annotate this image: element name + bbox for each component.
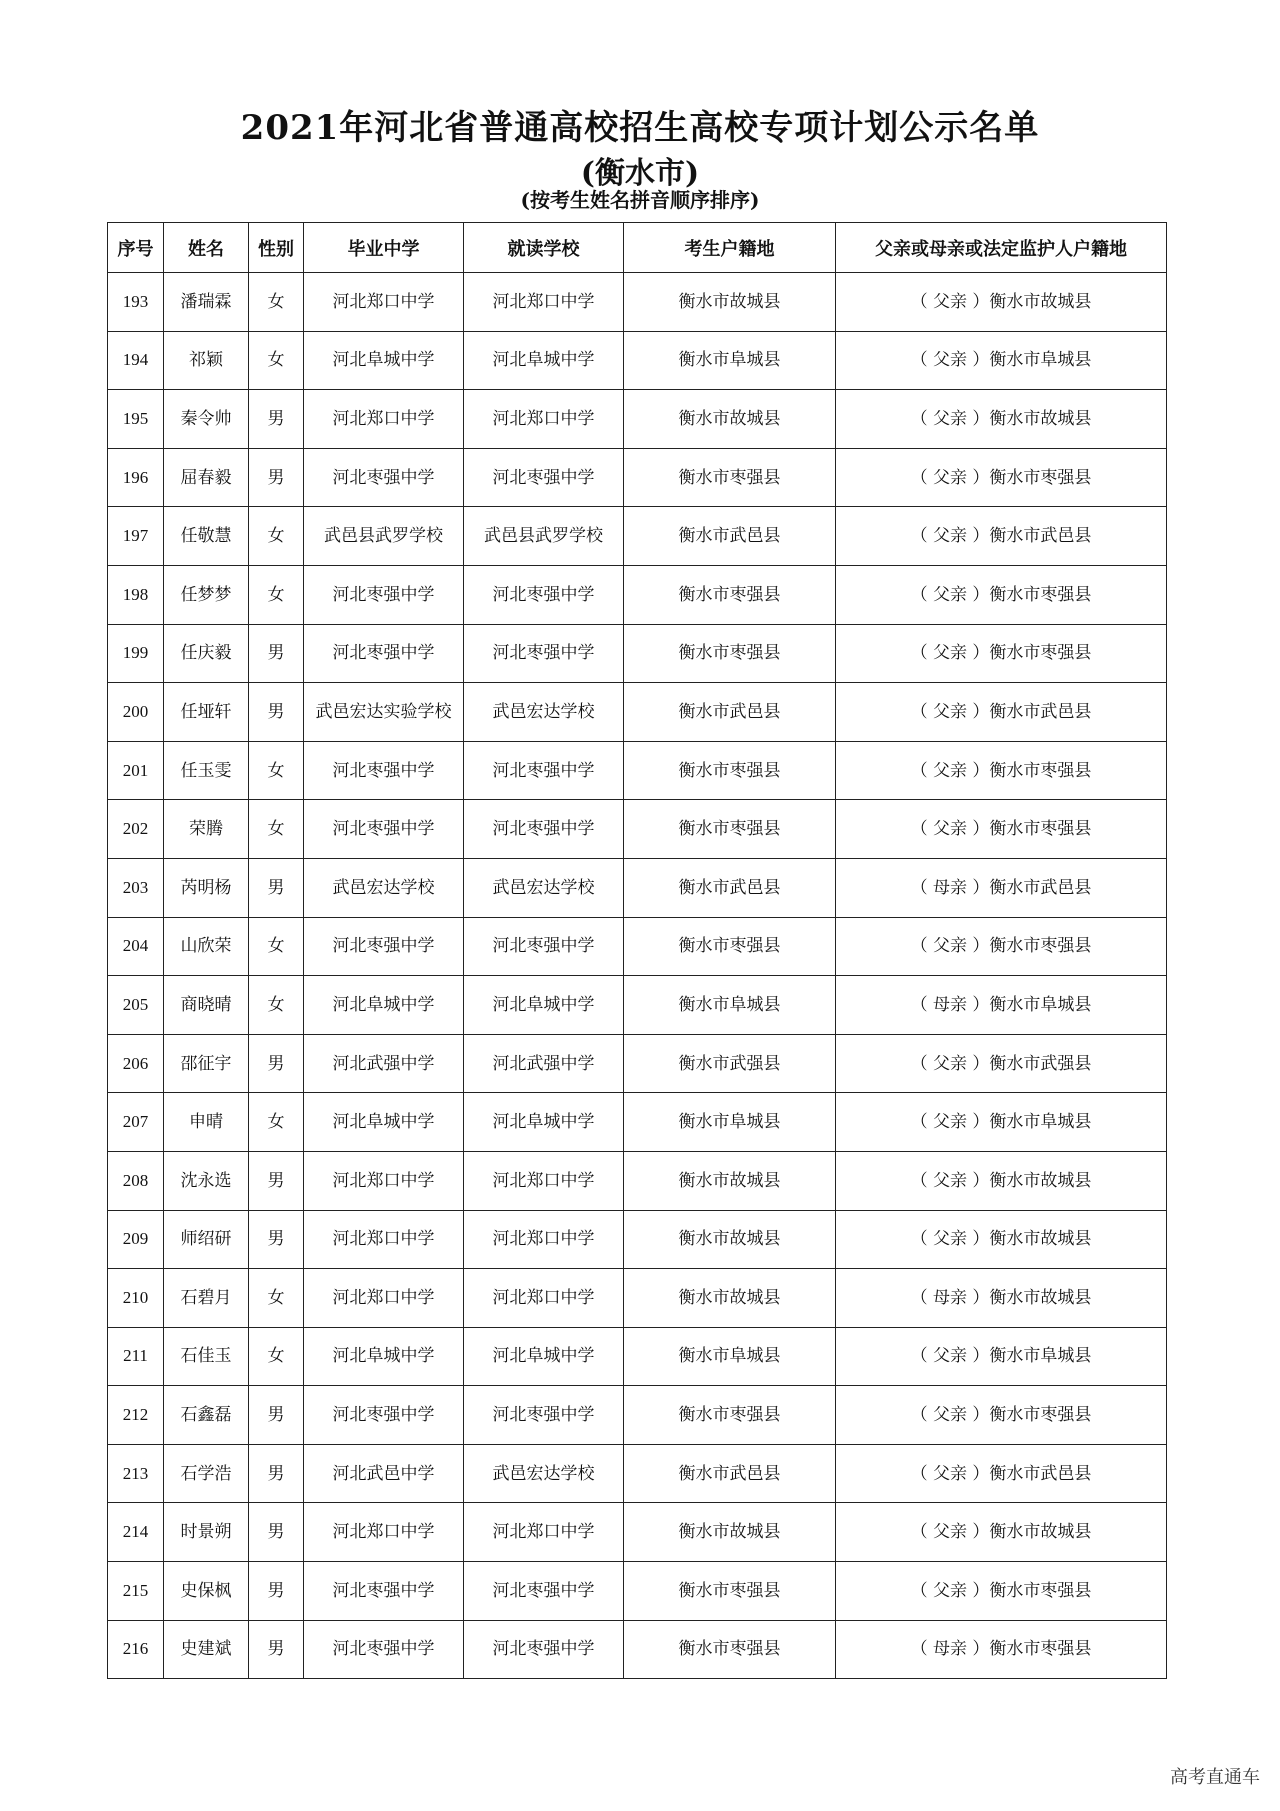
student-residence-cell: 衡水市故城县 — [624, 273, 836, 332]
graduation-school-cell: 河北枣强中学 — [304, 917, 464, 976]
col-header-gender: 性别 — [249, 223, 304, 273]
student-residence-cell: 衡水市阜城县 — [624, 976, 836, 1035]
current-school-cell: 河北枣强中学 — [464, 917, 624, 976]
graduation-school-cell: 河北郑口中学 — [304, 1210, 464, 1269]
table-row — [108, 1327, 1167, 1386]
graduation-school-cell: 河北郑口中学 — [304, 1503, 464, 1562]
table-row — [108, 507, 1167, 566]
page-title: 2021年河北省普通高校招生高校专项计划公示名单 — [240, 108, 1040, 148]
seq-cell: 203 — [108, 858, 164, 917]
name-cell: 山欣荣 — [164, 917, 249, 976]
gender-cell: 女 — [249, 976, 304, 1035]
guardian-residence-cell: （ 母亲 ）衡水市枣强县 — [836, 1620, 1167, 1679]
graduation-school-cell: 河北枣强中学 — [304, 1620, 464, 1679]
graduation-school-cell: 河北阜城中学 — [304, 1327, 464, 1386]
table-row — [108, 800, 1167, 859]
seq-cell: 195 — [108, 390, 164, 449]
table-row — [108, 331, 1167, 390]
student-residence-cell: 衡水市故城县 — [624, 1151, 836, 1210]
student-residence-cell: 衡水市武邑县 — [624, 507, 836, 566]
current-school-cell: 河北枣强中学 — [464, 624, 624, 683]
roster-table — [107, 222, 1167, 1679]
graduation-school-cell: 河北枣强中学 — [304, 1386, 464, 1445]
seq-cell: 210 — [108, 1269, 164, 1328]
name-cell: 史建斌 — [164, 1620, 249, 1679]
name-cell: 任庆毅 — [164, 624, 249, 683]
current-school-cell: 武邑县武罗学校 — [464, 507, 624, 566]
gender-cell: 男 — [249, 390, 304, 449]
col-header-seq: 序号 — [108, 223, 164, 273]
current-school-cell: 河北郑口中学 — [464, 1269, 624, 1328]
current-school-cell: 河北郑口中学 — [464, 1503, 624, 1562]
name-cell: 任玉雯 — [164, 741, 249, 800]
student-residence-cell: 衡水市枣强县 — [624, 624, 836, 683]
student-residence-cell: 衡水市武邑县 — [624, 683, 836, 742]
current-school-cell: 河北枣强中学 — [464, 1386, 624, 1445]
name-cell: 师绍研 — [164, 1210, 249, 1269]
name-cell: 时景朔 — [164, 1503, 249, 1562]
graduation-school-cell: 河北郑口中学 — [304, 273, 464, 332]
student-residence-cell: 衡水市阜城县 — [624, 331, 836, 390]
guardian-residence-cell: （ 父亲 ）衡水市武强县 — [836, 1034, 1167, 1093]
table-row — [108, 1620, 1167, 1679]
gender-cell: 女 — [249, 331, 304, 390]
graduation-school-cell: 河北郑口中学 — [304, 1269, 464, 1328]
student-residence-cell: 衡水市武邑县 — [624, 858, 836, 917]
guardian-residence-cell: （ 父亲 ）衡水市枣强县 — [836, 565, 1167, 624]
graduation-school-cell: 河北阜城中学 — [304, 976, 464, 1035]
student-residence-cell: 衡水市故城县 — [624, 1210, 836, 1269]
sort-note: (按考生姓名拼音顺序排序) — [520, 188, 760, 212]
watermark-text: 高考直通车 — [1170, 1767, 1260, 1788]
seq-cell: 204 — [108, 917, 164, 976]
current-school-cell: 河北枣强中学 — [464, 800, 624, 859]
gender-cell: 女 — [249, 741, 304, 800]
table-row — [108, 624, 1167, 683]
table-row — [108, 1562, 1167, 1621]
name-cell: 沈永选 — [164, 1151, 249, 1210]
col-header-current-school: 就读学校 — [464, 223, 624, 273]
seq-cell: 193 — [108, 273, 164, 332]
graduation-school-cell: 河北阜城中学 — [304, 331, 464, 390]
guardian-residence-cell: （ 父亲 ）衡水市枣强县 — [836, 917, 1167, 976]
name-cell: 史保枫 — [164, 1562, 249, 1621]
current-school-cell: 河北枣强中学 — [464, 565, 624, 624]
graduation-school-cell: 河北枣强中学 — [304, 1562, 464, 1621]
current-school-cell: 河北郑口中学 — [464, 1210, 624, 1269]
guardian-residence-cell: （ 母亲 ）衡水市武邑县 — [836, 858, 1167, 917]
col-header-name: 姓名 — [164, 223, 249, 273]
graduation-school-cell: 河北郑口中学 — [304, 390, 464, 449]
name-cell: 石佳玉 — [164, 1327, 249, 1386]
graduation-school-cell: 河北武强中学 — [304, 1034, 464, 1093]
gender-cell: 男 — [249, 1562, 304, 1621]
guardian-residence-cell: （ 父亲 ）衡水市枣强县 — [836, 448, 1167, 507]
graduation-school-cell: 河北阜城中学 — [304, 1093, 464, 1152]
current-school-cell: 河北阜城中学 — [464, 1093, 624, 1152]
guardian-residence-cell: （ 父亲 ）衡水市枣强县 — [836, 1562, 1167, 1621]
graduation-school-cell: 武邑县武罗学校 — [304, 507, 464, 566]
guardian-residence-cell: （ 父亲 ）衡水市故城县 — [836, 1151, 1167, 1210]
student-residence-cell: 衡水市枣强县 — [624, 800, 836, 859]
current-school-cell: 河北阜城中学 — [464, 976, 624, 1035]
guardian-residence-cell: （ 母亲 ）衡水市阜城县 — [836, 976, 1167, 1035]
name-cell: 石鑫磊 — [164, 1386, 249, 1445]
graduation-school-cell: 河北枣强中学 — [304, 624, 464, 683]
gender-cell: 男 — [249, 1034, 304, 1093]
graduation-school-cell: 河北枣强中学 — [304, 448, 464, 507]
table-row — [108, 741, 1167, 800]
seq-cell: 206 — [108, 1034, 164, 1093]
seq-cell: 200 — [108, 683, 164, 742]
name-cell: 荣腾 — [164, 800, 249, 859]
table-row — [108, 1444, 1167, 1503]
seq-cell: 205 — [108, 976, 164, 1035]
table-row — [108, 917, 1167, 976]
table-row — [108, 1093, 1167, 1152]
guardian-residence-cell: （ 父亲 ）衡水市阜城县 — [836, 1093, 1167, 1152]
student-residence-cell: 衡水市故城县 — [624, 1503, 836, 1562]
seq-cell: 197 — [108, 507, 164, 566]
current-school-cell: 武邑宏达学校 — [464, 683, 624, 742]
current-school-cell: 河北郑口中学 — [464, 390, 624, 449]
city-subtitle: (衡水市) — [580, 156, 700, 191]
gender-cell: 男 — [249, 1151, 304, 1210]
guardian-residence-cell: （ 父亲 ）衡水市武邑县 — [836, 1444, 1167, 1503]
guardian-residence-cell: （ 父亲 ）衡水市武邑县 — [836, 683, 1167, 742]
graduation-school-cell: 河北枣强中学 — [304, 565, 464, 624]
guardian-residence-cell: （ 父亲 ）衡水市武邑县 — [836, 507, 1167, 566]
table-row — [108, 1503, 1167, 1562]
table-row — [108, 390, 1167, 449]
table-row — [108, 1151, 1167, 1210]
student-residence-cell: 衡水市枣强县 — [624, 917, 836, 976]
gender-cell: 女 — [249, 1269, 304, 1328]
name-cell: 石学浩 — [164, 1444, 249, 1503]
gender-cell: 男 — [249, 624, 304, 683]
graduation-school-cell: 河北郑口中学 — [304, 1151, 464, 1210]
col-header-student-residence: 考生户籍地 — [624, 223, 836, 273]
gender-cell: 女 — [249, 917, 304, 976]
name-cell: 祁颖 — [164, 331, 249, 390]
current-school-cell: 河北阜城中学 — [464, 1327, 624, 1386]
name-cell: 秦令帅 — [164, 390, 249, 449]
student-residence-cell: 衡水市故城县 — [624, 390, 836, 449]
table-row — [108, 1034, 1167, 1093]
current-school-cell: 武邑宏达学校 — [464, 1444, 624, 1503]
guardian-residence-cell: （ 母亲 ）衡水市故城县 — [836, 1269, 1167, 1328]
student-residence-cell: 衡水市枣强县 — [624, 1386, 836, 1445]
gender-cell: 男 — [249, 683, 304, 742]
student-residence-cell: 衡水市武强县 — [624, 1034, 836, 1093]
gender-cell: 女 — [249, 800, 304, 859]
table-row — [108, 1269, 1167, 1328]
current-school-cell: 河北郑口中学 — [464, 1151, 624, 1210]
guardian-residence-cell: （ 父亲 ）衡水市枣强县 — [836, 800, 1167, 859]
graduation-school-cell: 河北武邑中学 — [304, 1444, 464, 1503]
seq-cell: 207 — [108, 1093, 164, 1152]
seq-cell: 211 — [108, 1327, 164, 1386]
student-residence-cell: 衡水市枣强县 — [624, 565, 836, 624]
col-header-guardian-residence: 父亲或母亲或法定监护人户籍地 — [836, 223, 1167, 273]
student-residence-cell: 衡水市枣强县 — [624, 1562, 836, 1621]
seq-cell: 213 — [108, 1444, 164, 1503]
current-school-cell: 武邑宏达学校 — [464, 858, 624, 917]
seq-cell: 216 — [108, 1620, 164, 1679]
table-row — [108, 858, 1167, 917]
name-cell: 石碧月 — [164, 1269, 249, 1328]
seq-cell: 202 — [108, 800, 164, 859]
student-residence-cell: 衡水市武邑县 — [624, 1444, 836, 1503]
student-residence-cell: 衡水市枣强县 — [624, 448, 836, 507]
current-school-cell: 河北枣强中学 — [464, 741, 624, 800]
name-cell: 芮明杨 — [164, 858, 249, 917]
guardian-residence-cell: （ 父亲 ）衡水市阜城县 — [836, 1327, 1167, 1386]
gender-cell: 男 — [249, 1620, 304, 1679]
guardian-residence-cell: （ 父亲 ）衡水市枣强县 — [836, 741, 1167, 800]
table-row — [108, 1386, 1167, 1445]
student-residence-cell: 衡水市故城县 — [624, 1269, 836, 1328]
seq-cell: 212 — [108, 1386, 164, 1445]
guardian-residence-cell: （ 父亲 ）衡水市故城县 — [836, 273, 1167, 332]
table-row — [108, 565, 1167, 624]
seq-cell: 198 — [108, 565, 164, 624]
name-cell: 邵征宇 — [164, 1034, 249, 1093]
current-school-cell: 河北郑口中学 — [464, 273, 624, 332]
table-row — [108, 1210, 1167, 1269]
name-cell: 申晴 — [164, 1093, 249, 1152]
guardian-residence-cell: （ 父亲 ）衡水市故城县 — [836, 1210, 1167, 1269]
guardian-residence-cell: （ 父亲 ）衡水市故城县 — [836, 1503, 1167, 1562]
graduation-school-cell: 河北枣强中学 — [304, 800, 464, 859]
current-school-cell: 河北枣强中学 — [464, 1562, 624, 1621]
gender-cell: 男 — [249, 1503, 304, 1562]
guardian-residence-cell: （ 父亲 ）衡水市故城县 — [836, 390, 1167, 449]
guardian-residence-cell: （ 父亲 ）衡水市枣强县 — [836, 624, 1167, 683]
table-row — [108, 448, 1167, 507]
guardian-residence-cell: （ 父亲 ）衡水市阜城县 — [836, 331, 1167, 390]
gender-cell: 男 — [249, 1386, 304, 1445]
current-school-cell: 河北枣强中学 — [464, 448, 624, 507]
gender-cell: 女 — [249, 1327, 304, 1386]
student-residence-cell: 衡水市枣强县 — [624, 741, 836, 800]
name-cell: 屈春毅 — [164, 448, 249, 507]
seq-cell: 194 — [108, 331, 164, 390]
seq-cell: 201 — [108, 741, 164, 800]
current-school-cell: 河北武强中学 — [464, 1034, 624, 1093]
gender-cell: 男 — [249, 858, 304, 917]
gender-cell: 女 — [249, 507, 304, 566]
name-cell: 任梦梦 — [164, 565, 249, 624]
gender-cell: 女 — [249, 1093, 304, 1152]
name-cell: 任敬慧 — [164, 507, 249, 566]
gender-cell: 男 — [249, 1444, 304, 1503]
student-residence-cell: 衡水市枣强县 — [624, 1620, 836, 1679]
col-header-graduation-school: 毕业中学 — [304, 223, 464, 273]
name-cell: 潘瑞霖 — [164, 273, 249, 332]
name-cell: 任垭轩 — [164, 683, 249, 742]
seq-cell: 208 — [108, 1151, 164, 1210]
current-school-cell: 河北阜城中学 — [464, 331, 624, 390]
seq-cell: 215 — [108, 1562, 164, 1621]
gender-cell: 女 — [249, 565, 304, 624]
guardian-residence-cell: （ 父亲 ）衡水市枣强县 — [836, 1386, 1167, 1445]
table-row — [108, 273, 1167, 332]
gender-cell: 男 — [249, 448, 304, 507]
table-row — [108, 976, 1167, 1035]
name-cell: 商晓晴 — [164, 976, 249, 1035]
student-residence-cell: 衡水市阜城县 — [624, 1327, 836, 1386]
current-school-cell: 河北枣强中学 — [464, 1620, 624, 1679]
seq-cell: 199 — [108, 624, 164, 683]
student-residence-cell: 衡水市阜城县 — [624, 1093, 836, 1152]
seq-cell: 196 — [108, 448, 164, 507]
gender-cell: 男 — [249, 1210, 304, 1269]
gender-cell: 女 — [249, 273, 304, 332]
seq-cell: 209 — [108, 1210, 164, 1269]
graduation-school-cell: 武邑宏达实验学校 — [304, 683, 464, 742]
table-row — [108, 683, 1167, 742]
graduation-school-cell: 武邑宏达学校 — [304, 858, 464, 917]
seq-cell: 214 — [108, 1503, 164, 1562]
graduation-school-cell: 河北枣强中学 — [304, 741, 464, 800]
table-header-row — [108, 223, 1167, 273]
